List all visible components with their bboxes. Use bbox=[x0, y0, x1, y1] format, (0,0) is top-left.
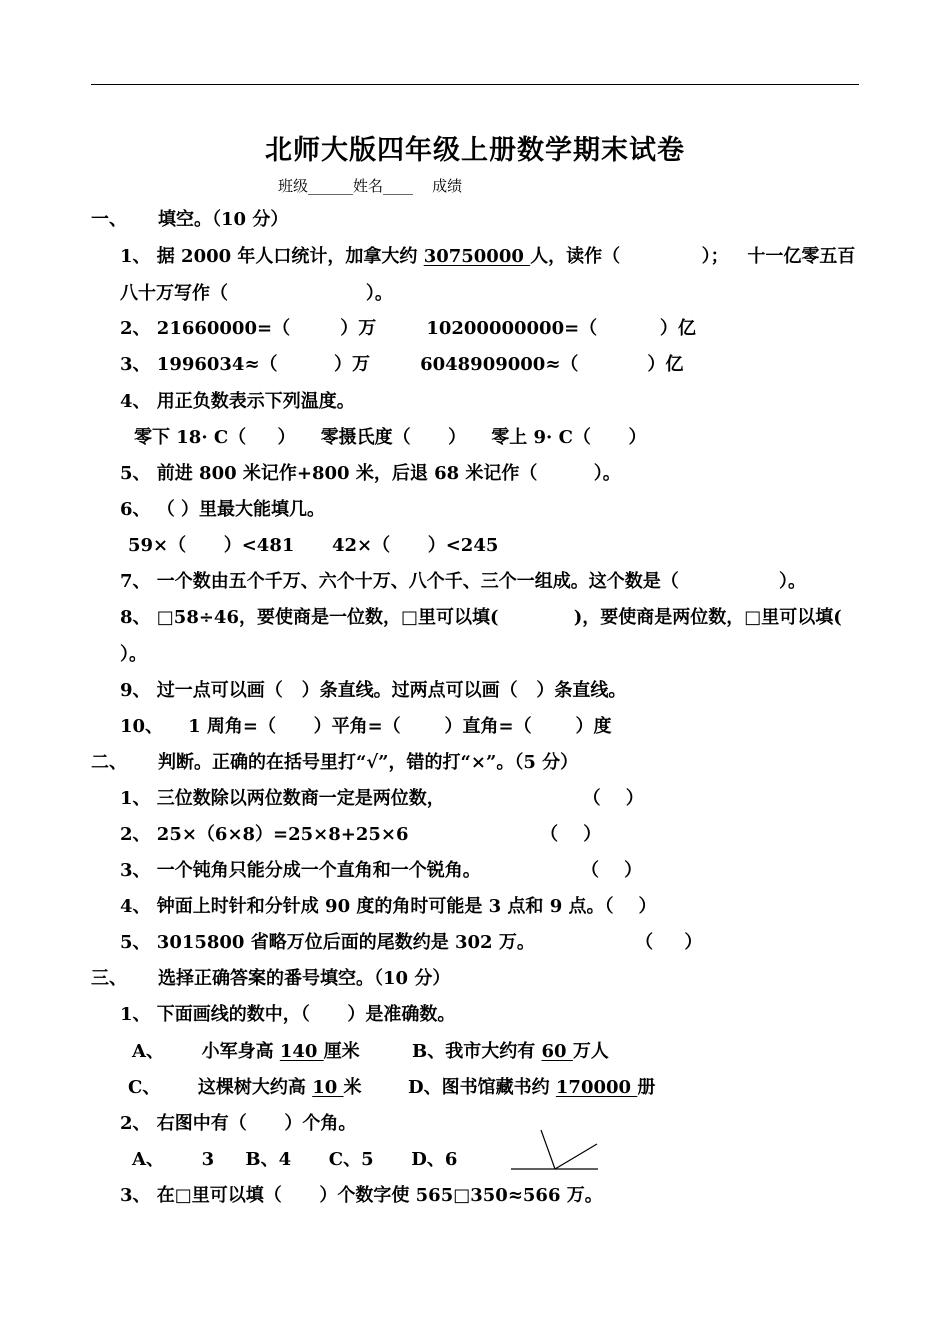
question-1-7: 7、 一个数由五个千万、六个十万、八个千、三个一组成。这个数是（ ）。 bbox=[120, 571, 807, 592]
angle-ray-steep bbox=[541, 1130, 555, 1169]
question-1-5: 5、 前进 800 米记作+800 米，后退 68 米记作（ ）。 bbox=[120, 463, 621, 484]
question-1-3: 3、 1996034≈（ ）万 6048909000≈（ ）亿 bbox=[120, 354, 684, 375]
choice-option-b bbox=[412, 1040, 609, 1064]
section-2-title: 判断。正确的在括号里打“√”，错的打“×”。（5 分） bbox=[158, 752, 579, 773]
option-a-number: 140 bbox=[279, 1041, 324, 1062]
q1-1-text-c: 人，读作（ ）； 十一亿零五百 bbox=[530, 246, 856, 267]
question-1-2: 2、 21660000=（ ）万 10200000000=（ ）亿 bbox=[120, 318, 696, 339]
q1-1-text-a: 1、 据 2000 年人口统计，加拿大约 bbox=[120, 246, 424, 267]
section-1-title: 填空。（10 分） bbox=[158, 209, 289, 230]
question-1-1 bbox=[120, 245, 855, 269]
question-1-10: 10、 1 周角=（ ）平角=（ ）直角=（ ）度 bbox=[120, 716, 612, 737]
question-1-1-cont: 八十万写作（ ）。 bbox=[120, 283, 393, 304]
question-1-9: 9、 过一点可以画（ ）条直线。过两点可以画（ ）条直线。 bbox=[120, 680, 627, 701]
section-1-number: 一、 bbox=[91, 209, 127, 230]
choice-option-c bbox=[128, 1076, 362, 1100]
question-1-8-cont: ）。 bbox=[120, 644, 147, 665]
judge-item-2: 2、 25×（6×8）=25×8+25×6 （ ） bbox=[120, 824, 602, 845]
option-b-number: 60 bbox=[541, 1041, 573, 1062]
option-d-unit: 册 bbox=[637, 1077, 656, 1098]
option-b-unit: 万人 bbox=[572, 1041, 609, 1062]
judge-item-5: 5、 3015800 省略万位后面的尾数约是 302 万。 （ ） bbox=[120, 932, 703, 953]
top-rule bbox=[91, 84, 859, 85]
choice-question-2-options: A、 3 B、4 C、5 D、6 bbox=[132, 1149, 458, 1170]
question-1-4-items: 零下 18· C（ ） 零摄氏度（ ） 零上 9· C（ ） bbox=[134, 427, 647, 448]
option-a-text: A、 小军身高 bbox=[132, 1041, 280, 1062]
judge-item-3: 3、 一个钝角只能分成一个直角和一个锐角。 （ ） bbox=[120, 860, 643, 881]
choice-question-3: 3、 在□里可以填（ ）个数字使 565□350≈566 万。 bbox=[120, 1185, 603, 1206]
choice-question-1: 1、 下面画线的数中，（ ）是准确数。 bbox=[120, 1004, 456, 1025]
option-d-number: 170000 bbox=[555, 1077, 638, 1098]
option-c-unit: 米 bbox=[343, 1077, 362, 1098]
section-3-number: 三、 bbox=[91, 968, 127, 989]
option-c-text: C、 这棵树大约高 bbox=[128, 1077, 313, 1098]
angle-ray-shallow bbox=[555, 1144, 597, 1169]
choice-question-2: 2、 右图中有（ ）个角。 bbox=[120, 1113, 357, 1134]
question-1-6-items: 59×（ ）<481 42×（ ）<245 bbox=[128, 535, 499, 556]
question-1-4: 4、 用正负数表示下列温度。 bbox=[120, 391, 355, 412]
choice-option-d bbox=[408, 1076, 655, 1100]
judge-item-1: 1、 三位数除以两位数商一定是两位数， （ ） bbox=[120, 788, 644, 809]
section-3-title: 选择正确答案的番号填空。（10 分） bbox=[158, 968, 451, 989]
angle-figure bbox=[505, 1125, 605, 1175]
choice-option-a bbox=[132, 1040, 360, 1064]
question-1-8: 8、 □58÷46，要使商是一位数，□里可以填( )，要使商是两位数，□里可以填( bbox=[120, 607, 842, 628]
student-info: 班级______姓名____ 成绩 bbox=[278, 177, 463, 195]
question-1-6: 6、 （ ）里最大能填几。 bbox=[120, 499, 326, 520]
option-c-number: 10 bbox=[312, 1077, 344, 1098]
section-2-number: 二、 bbox=[91, 752, 127, 773]
option-a-unit: 厘米 bbox=[323, 1041, 360, 1062]
q1-1-underlined-number: 30750000 bbox=[423, 246, 531, 267]
option-d-text: D、图书馆藏书约 bbox=[408, 1077, 556, 1098]
page-title: 北师大版四年级上册数学期末试卷 bbox=[265, 135, 685, 166]
option-b-text: B、我市大约有 bbox=[412, 1041, 542, 1062]
judge-item-4: 4、 钟面上时针和分针成 90 度的角时可能是 3 点和 9 点。（ ） bbox=[120, 896, 657, 917]
